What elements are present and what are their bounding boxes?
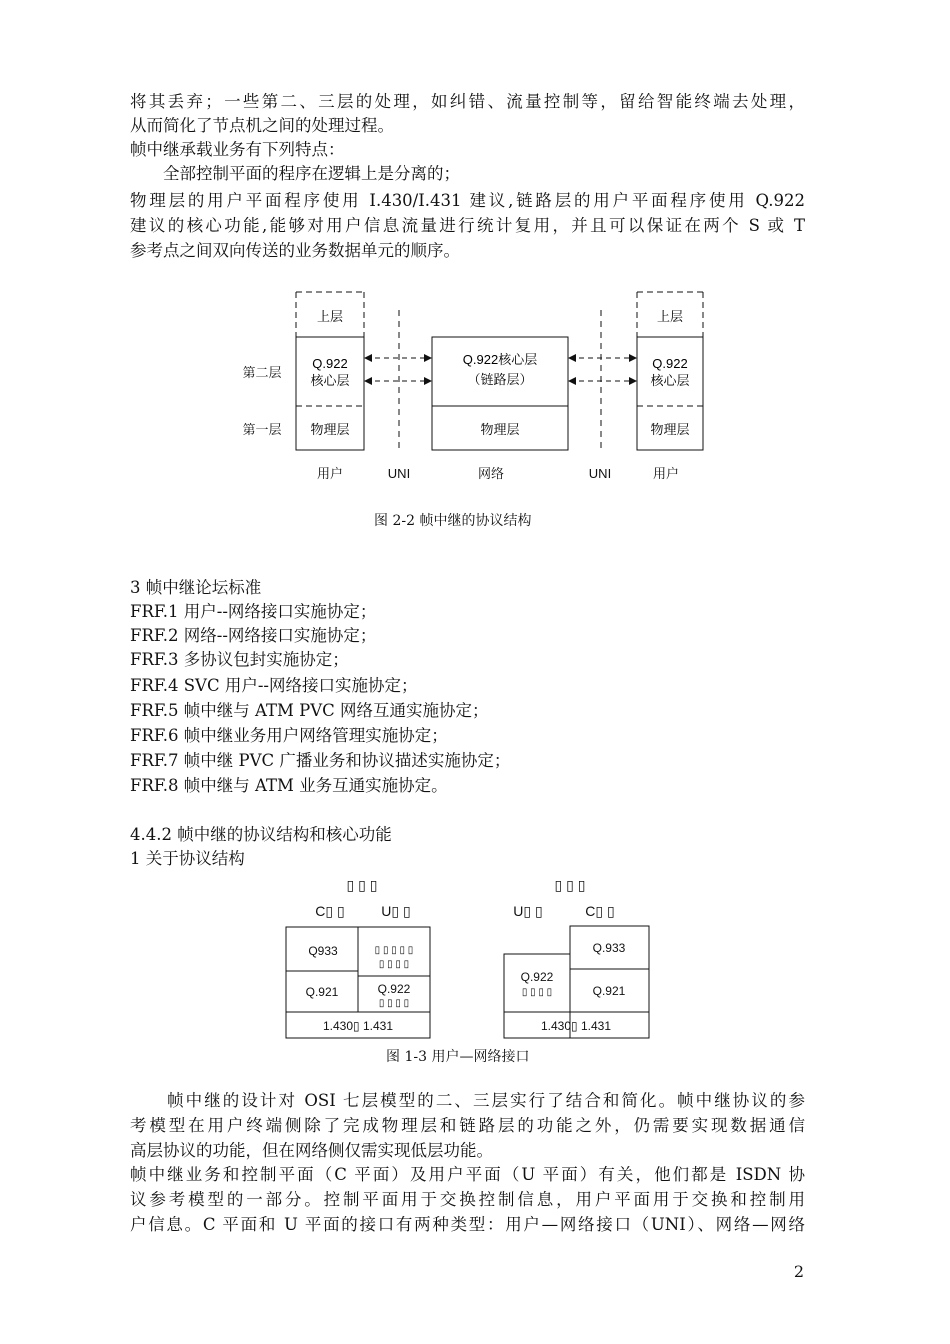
subsection-heading: 1 关于协议结构 bbox=[130, 849, 245, 868]
text-line: 全部控制平面的程序在逻辑上是分离的； bbox=[130, 164, 460, 183]
diagram-label: ▯ ▯ ▯ bbox=[554, 877, 586, 893]
list-item: FRF.3 多协议包封实施协定； bbox=[130, 650, 349, 669]
text-line: 考模型在用户终端侧除了完成物理层和链路层的功能之外，仍需要实现数据通信 bbox=[130, 1116, 805, 1135]
layer2-label: 第二层 bbox=[242, 365, 282, 380]
q922-label: Q.922 bbox=[520, 970, 554, 984]
q933-label: Q933 bbox=[308, 944, 338, 958]
uni-interface-diagram bbox=[0, 860, 950, 1060]
q922-sub-label: ▯ ▯ ▯ ▯ bbox=[378, 998, 410, 1009]
network-stack bbox=[432, 337, 568, 450]
page-number: 2 bbox=[793, 1262, 804, 1281]
uni-label: UNI bbox=[387, 466, 411, 481]
core-layer-label: Q.922 bbox=[652, 356, 688, 371]
text-line: 议参考模型的一部分。控制平面用于交换控制信息，用户平面用于交换和控制用 bbox=[130, 1190, 805, 1209]
text-line: 参考点之间双向传送的业务数据单元的顺序。 bbox=[130, 241, 460, 260]
text-line: 帧中继的设计对 OSI 七层模型的二、三层实行了结合和简化。帧中继协议的参 bbox=[130, 1091, 805, 1110]
physical-layer-label: 物理层 bbox=[480, 422, 520, 437]
core-layer-label: 核心层 bbox=[310, 373, 350, 388]
q933-label: Q.933 bbox=[592, 941, 626, 955]
section-title: 3 帧中继论坛标准 bbox=[130, 578, 262, 597]
user-label: 用户 bbox=[316, 466, 344, 481]
q921-label: Q.921 bbox=[592, 984, 626, 998]
figure-caption: 图 1-3 用户—网络接口 bbox=[386, 1049, 530, 1065]
core-layer-label: （链路层） bbox=[467, 372, 533, 387]
user-stack-right bbox=[637, 292, 703, 450]
upper-layer-label: 上层 bbox=[656, 309, 684, 324]
list-item: FRF.8 帧中继与 ATM 业务互通实施协定。 bbox=[130, 776, 448, 795]
text-line: 高层协议的功能，但在网络侧仅需实现低层功能。 bbox=[130, 1141, 493, 1160]
list-item: FRF.7 帧中继 PVC 广播业务和协议描述实施协定； bbox=[130, 751, 511, 770]
text-line: 帧中继业务和控制平面（C 平面）及用户平面（U 平面）有关，他们都是 ISDN 协 bbox=[130, 1165, 805, 1184]
u-plane-label: U▯ ▯ bbox=[381, 903, 411, 919]
text-line: 物理层的用户平面程序使用 I.430/I.431 建议,链路层的用户平面程序使用 Q.922 bbox=[130, 191, 805, 210]
u-plane-label: U▯ ▯ bbox=[513, 903, 543, 919]
text-line: 帧中继承载业务有下列特点： bbox=[130, 140, 345, 159]
text-line: 户信息。C 平面和 U 平面的接口有两种类型：用户—网络接口（UNI）、网络—网络 bbox=[130, 1215, 805, 1234]
q922-sub-label: ▯ ▯ ▯ ▯ bbox=[521, 987, 553, 998]
physical-layer-label: 物理层 bbox=[650, 422, 690, 437]
list-item: FRF.5 帧中继与 ATM PVC 网络互通实施协定； bbox=[130, 701, 489, 720]
user-stack-left bbox=[296, 292, 364, 450]
physical-label: 1.430▯ 1.431 bbox=[323, 1019, 393, 1033]
figure-caption: 图 2-2 帧中继的协议结构 bbox=[374, 513, 532, 529]
list-item: FRF.2 网络--网络接口实施协定； bbox=[130, 626, 377, 645]
physical-layer-label: 物理层 bbox=[310, 422, 350, 437]
text-line: 建议的核心功能,能够对用户信息流量进行统计复用，并且可以保证在两个 S 或 T bbox=[130, 216, 805, 235]
c-plane-label: C▯ ▯ bbox=[315, 903, 345, 919]
core-layer-label: 核心层 bbox=[650, 373, 690, 388]
q922-label: Q.922 bbox=[377, 982, 411, 996]
text-line: 将其丢弃；一些第二、三层的处理，如纠错、流量控制等，留给智能终端去处理， bbox=[130, 92, 805, 111]
list-item: FRF.4 SVC 用户--网络接口实施协定； bbox=[130, 676, 418, 695]
protocol-structure-diagram bbox=[0, 0, 950, 500]
uni-label: UNI bbox=[588, 466, 612, 481]
list-item: FRF.6 帧中继业务用户网络管理实施协定； bbox=[130, 726, 448, 745]
section-heading: 4.4.2 帧中继的协议结构和核心功能 bbox=[130, 825, 392, 844]
c-plane-label: C▯ ▯ bbox=[585, 903, 615, 919]
upper-layer-label: 上层 bbox=[316, 309, 344, 324]
physical-label: 1.430▯ 1.431 bbox=[541, 1019, 611, 1033]
layer1-label: 第一层 bbox=[242, 422, 282, 437]
core-layer-label: Q.922核心层 bbox=[462, 352, 538, 367]
network-label: 网络 bbox=[477, 466, 505, 481]
user-label: 用户 bbox=[652, 466, 680, 481]
list-item: FRF.1 用户--网络接口实施协定； bbox=[130, 602, 377, 621]
u-top-label: ▯ ▯ ▯ ▯ bbox=[378, 959, 410, 970]
q921-label: Q.921 bbox=[305, 985, 339, 999]
text-line: 从而简化了节点机之间的处理过程。 bbox=[130, 116, 394, 135]
core-layer-label: Q.922 bbox=[312, 356, 348, 371]
u-top-label: ▯ ▯ ▯ ▯ ▯ bbox=[374, 945, 414, 956]
diagram-label: ▯ ▯ ▯ bbox=[346, 877, 378, 893]
